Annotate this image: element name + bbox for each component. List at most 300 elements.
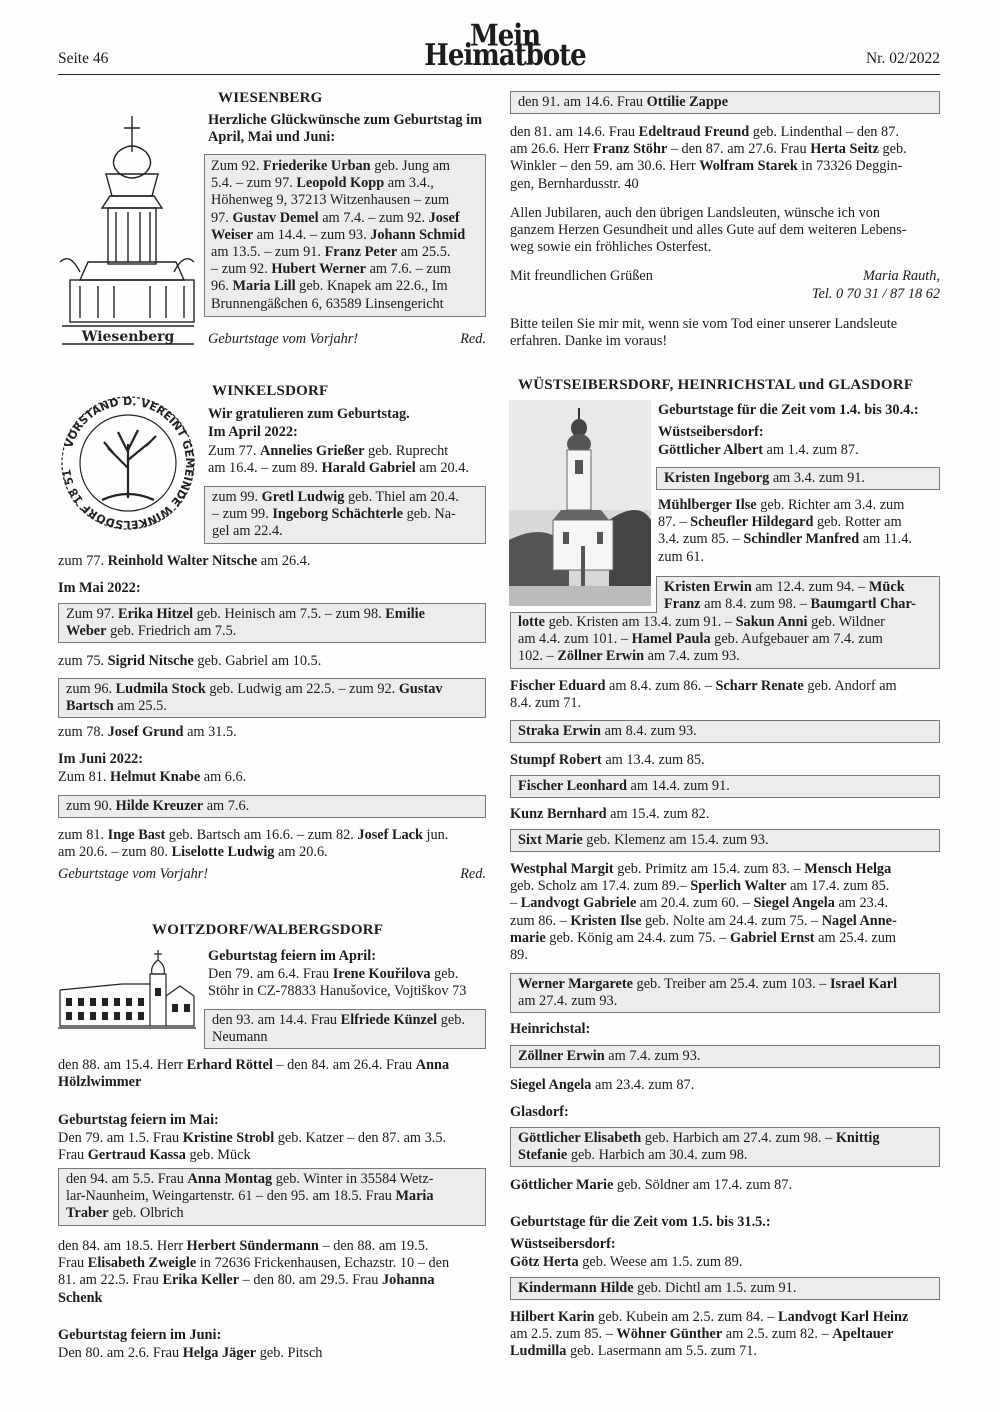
text-run: gel am 22.4. xyxy=(212,523,283,540)
text-run: zum 90. xyxy=(66,798,116,814)
name-text: Weber xyxy=(66,623,107,640)
wuest-place4: Wüstseibersdorf: xyxy=(510,1236,616,1252)
text-run: Frau xyxy=(58,1147,88,1164)
winkelsdorf-june-heading: Im Juni 2022: xyxy=(58,751,143,767)
text-line xyxy=(518,778,932,795)
signer-tel: Tel. 0 70 31 / 87 18 62 xyxy=(811,286,940,302)
name-text: Traber xyxy=(66,1205,109,1222)
text-run: – den 87. am 27.6. Frau xyxy=(667,141,811,158)
text-line xyxy=(58,769,246,786)
name-text: Johann Schmid xyxy=(370,226,466,243)
name-text: Mühlberger Ilse xyxy=(658,497,757,513)
name-text: Gertraud Kassa xyxy=(87,1147,186,1164)
name-text: Josef Lack xyxy=(357,827,423,843)
text-run: am 7.6. – zum xyxy=(366,261,451,278)
text-line xyxy=(510,158,907,175)
text-line xyxy=(66,681,478,698)
name-text: Nagel Anne- xyxy=(821,912,897,929)
text-run: geb. Katzer – den 87. am 3.5. xyxy=(274,1130,447,1146)
winkelsdorf-intro2: Im April 2022: xyxy=(208,424,298,440)
text-line xyxy=(518,832,932,849)
text-run: geb. xyxy=(878,141,907,158)
text-line xyxy=(510,333,897,350)
name-text: Gabriel Ernst xyxy=(729,929,815,946)
name-text: Annelies Grießer xyxy=(260,443,365,459)
text-line xyxy=(211,227,479,244)
text-line xyxy=(66,1188,478,1205)
name-text: Helga Jäger xyxy=(182,1345,257,1361)
wuest-box3 xyxy=(510,720,940,743)
name-text: Liselotte Ludwig xyxy=(171,844,275,861)
name-text: Westphal Margit xyxy=(510,861,614,877)
name-text: Helmut Knabe xyxy=(110,769,201,785)
text-line xyxy=(510,124,907,141)
text-run: geb. Treiber am 25.4. zum 103. – xyxy=(632,976,830,992)
wuest-box9 xyxy=(510,1277,940,1300)
wuest-line7 xyxy=(510,1077,694,1094)
text-run: geb. Harbich am 30.4. zum 98. xyxy=(567,1147,748,1164)
text-run: am 26.6. Herr xyxy=(510,141,593,158)
name-text: Hubert Werner xyxy=(271,261,366,278)
wiesenberg-box xyxy=(204,154,486,317)
text-line xyxy=(66,698,478,715)
right-para2 xyxy=(510,205,907,257)
text-run: geb. Nolte am 24.4. zum 75. – xyxy=(641,912,822,929)
name-text: Kunz Bernhard xyxy=(510,806,607,822)
name-text: Gustav xyxy=(398,681,443,697)
text-line xyxy=(518,648,932,665)
name-text: Harald Gabriel xyxy=(321,460,416,477)
text-run: geb. Aufgebauer am 7.4. zum xyxy=(710,631,883,648)
text-run: geb. Pitsch xyxy=(256,1345,323,1361)
text-run: Allen Jubilaren, auch den übrigen Landsleuten, wünsche ich von xyxy=(510,205,881,221)
text-run: am 7.6. xyxy=(203,798,250,814)
wiesenberg-footer-note: Geburtstage vom Vorjahr! xyxy=(208,331,359,347)
name-text: Josef Grund xyxy=(107,724,184,740)
text-run: geb. Klemenz am 15.4. zum 93. xyxy=(582,832,769,848)
name-text: Hilbert Karin xyxy=(510,1309,595,1325)
name-text: Maria xyxy=(395,1188,434,1205)
text-run: 87. – xyxy=(658,514,691,531)
text-run: 5.4. – zum 97. xyxy=(211,175,297,192)
right-para3 xyxy=(510,316,897,350)
text-run: ganzem Herzen Gesundheit und alles Gute auf dem weiteren Lebens- xyxy=(510,222,907,239)
text-run: am 7.4. zum 93. xyxy=(604,1048,701,1064)
wuest-box7 xyxy=(510,1045,940,1068)
text-run: zum 78. xyxy=(58,724,108,740)
text-run: am 25.5. xyxy=(113,698,167,715)
text-run: geb. Richter am 3.4. zum xyxy=(756,497,905,513)
name-text: Wolfram Starek xyxy=(699,158,798,175)
text-line xyxy=(212,506,478,523)
text-line xyxy=(208,983,466,1000)
text-run: am 13.4. zum 85. xyxy=(601,752,705,768)
text-line xyxy=(211,210,479,227)
text-run: am 2.5. zum 85. – xyxy=(510,1326,617,1343)
text-line xyxy=(518,614,932,631)
text-line xyxy=(510,205,907,222)
text-run: – zum 92. xyxy=(211,261,272,278)
text-run: am 14.4. – zum 93. xyxy=(253,226,371,243)
text-run: geb. Kubein am 2.5. zum 84. – xyxy=(594,1309,779,1325)
text-line xyxy=(58,1074,449,1091)
text-line xyxy=(211,244,479,261)
text-line xyxy=(510,695,897,712)
name-text: Landvogt Gabriele xyxy=(520,895,637,912)
text-run: geb. xyxy=(437,1012,465,1028)
text-run: am 12.4. zum 94. – xyxy=(751,579,869,595)
name-text: Israel Karl xyxy=(829,976,898,992)
name-text: Stumpf Robert xyxy=(510,752,602,768)
name-text: Elisabeth Zweigle xyxy=(87,1255,197,1272)
text-line xyxy=(510,930,897,947)
text-run: am 27.4. zum 93. xyxy=(518,993,618,1010)
text-run: 89. xyxy=(510,947,528,964)
issue-number: Nr. 02/2022 xyxy=(865,50,940,67)
name-text: Kristen Ilse xyxy=(570,912,642,929)
text-run: – den 88. am 19.5. xyxy=(318,1238,429,1254)
text-run: geb. Rotter am xyxy=(813,514,902,531)
name-text: Ingeborg Schächterle xyxy=(272,506,403,523)
text-line xyxy=(58,553,310,570)
woitzdorf-may-line2 xyxy=(58,1238,449,1307)
text-run: 8.4. zum 71. xyxy=(510,695,582,712)
woitzdorf-may-heading: Geburtstag feiern im Mai: xyxy=(58,1112,219,1128)
woitzdorf-april-line2 xyxy=(58,1057,449,1091)
heading-woitzdorf: WOITZDORF/WALBERGSDORF xyxy=(152,922,384,938)
winkelsdorf-may-line xyxy=(58,653,321,670)
woitzdorf-box-april xyxy=(204,1009,486,1049)
winkelsdorf-footer-sign: Red. xyxy=(460,866,486,882)
text-line xyxy=(212,489,478,506)
text-line xyxy=(664,470,932,487)
text-run: am 3.4. zum 91. xyxy=(769,470,865,486)
text-run: zum 77. xyxy=(58,553,108,569)
text-run: Zum 81. xyxy=(58,769,111,785)
text-line xyxy=(58,1255,449,1272)
text-line xyxy=(66,623,478,640)
text-line xyxy=(58,1238,449,1255)
text-line xyxy=(510,1309,908,1326)
wuest-period2: Geburtstage für die Zeit vom 1.5. bis 31.5.: xyxy=(510,1214,771,1230)
text-run: 97. xyxy=(211,209,233,226)
text-run: 102. – xyxy=(518,648,558,665)
winkelsdorf-box-april xyxy=(204,486,486,544)
name-text: Irene Kouřilova xyxy=(332,966,431,982)
text-run: den 84. am 18.5. Herr xyxy=(58,1238,187,1254)
text-run: zum 96. xyxy=(66,681,116,697)
heading-winkelsdorf: WINKELSDORF xyxy=(212,383,329,399)
name-text: Leopold Kopp xyxy=(296,175,385,192)
woitzdorf-june-line xyxy=(58,1345,322,1362)
text-run: am 25.5. xyxy=(397,244,451,261)
name-text: Weiser xyxy=(211,226,254,243)
woitzdorf-april-lines xyxy=(208,966,466,1000)
heading-wuestseibersdorf: WÜSTSEIBERSDORF, HEINRICHSTAL und GLASDORF xyxy=(518,377,914,393)
text-line xyxy=(58,1290,449,1307)
name-text: Zöllner Erwin xyxy=(518,1048,605,1064)
name-text: Göttlicher Albert xyxy=(658,442,763,458)
wuest-line4 xyxy=(510,752,705,769)
name-text: Edeltraud Freund xyxy=(638,124,750,140)
winkelsdorf-may-line2 xyxy=(58,724,237,741)
text-run: geb. xyxy=(430,966,459,982)
name-text: Friederike Urban xyxy=(263,158,371,174)
wiesenberg-fountain-illustration xyxy=(58,112,196,348)
text-line xyxy=(58,653,321,670)
name-text: Anna xyxy=(415,1057,450,1073)
heading-wiesenberg: WIESENBERG xyxy=(218,90,323,106)
text-run: geb. Kristen am 13.4. zum 91. – xyxy=(545,614,736,630)
name-text: Erika Keller xyxy=(162,1272,240,1289)
name-text: Hamel Paula xyxy=(631,631,711,648)
name-text: Werner Margarete xyxy=(518,976,633,992)
text-line xyxy=(510,239,907,256)
text-line xyxy=(510,947,897,964)
text-run: Bitte teilen Sie mir mit, wenn sie vom Tod einer unserer Landsleute xyxy=(510,316,898,332)
text-line xyxy=(212,1012,478,1029)
text-run: am 6.6. xyxy=(200,769,247,785)
text-line xyxy=(658,442,859,459)
name-text: Kristen Ingeborg xyxy=(664,470,770,486)
text-run: geb. Harbich am 27.4. zum 98. – xyxy=(641,1130,836,1146)
winkelsdorf-box-june xyxy=(58,795,486,818)
name-text: Fischer Eduard xyxy=(510,678,606,694)
name-text: Anna Montag xyxy=(187,1171,273,1187)
name-text: Schenk xyxy=(58,1289,103,1306)
text-run: Winkler – den 59. am 30.6. Herr xyxy=(510,158,700,175)
text-run: am 14.4. zum 91. xyxy=(626,778,730,794)
text-run: lar-Naunheim, Weingartenstr. 61 – den 95. am 18.5. Frau xyxy=(66,1188,396,1205)
text-run: am 8.4. zum 93. xyxy=(601,723,697,739)
woitzdorf-june-heading: Geburtstag feiern im Juni: xyxy=(58,1327,222,1343)
name-text: Mück xyxy=(868,579,905,595)
masthead-logo: Mein Heimatbote xyxy=(424,18,586,74)
wuest-period1: Geburtstage für die Zeit vom 1.4. bis 30.4.: xyxy=(658,402,919,418)
text-run: zum 81. xyxy=(58,827,108,843)
text-line xyxy=(510,878,897,895)
text-line xyxy=(510,141,907,158)
text-run: weg sowie ein fröhliches Osterfest. xyxy=(510,239,712,256)
text-line xyxy=(211,261,479,278)
wuest-box8 xyxy=(510,1127,940,1167)
text-line xyxy=(658,514,912,531)
text-line xyxy=(66,606,478,623)
name-text: lotte xyxy=(518,614,545,630)
text-line xyxy=(664,596,932,613)
text-line xyxy=(510,678,897,695)
name-text: Gustav Demel xyxy=(232,209,319,226)
text-line xyxy=(510,861,897,878)
right-greeting xyxy=(510,268,940,285)
wuest-box2b xyxy=(510,612,940,669)
winkelsdorf-june-line xyxy=(58,769,246,786)
name-text: Apeltauer xyxy=(832,1326,894,1343)
name-text: Franz Stöhr xyxy=(592,141,668,158)
text-line xyxy=(208,460,469,477)
name-text: Herta Seitz xyxy=(810,141,879,158)
name-text: Siegel Angela xyxy=(753,895,835,912)
wuest-line3 xyxy=(510,678,897,712)
wuest-line6 xyxy=(510,861,897,964)
name-text: Bartsch xyxy=(66,698,114,715)
woitzdorf-village-illustration xyxy=(58,948,198,1030)
name-text: Göttlicher Elisabeth xyxy=(518,1130,642,1146)
text-run: geb. Wildner xyxy=(807,614,885,630)
text-run: geb. Lasermann am 5.5. zum 71. xyxy=(566,1343,757,1360)
text-run: geb. Scholz am 17.4. zum 89.– xyxy=(510,878,691,895)
text-run: erfahren. Danke im voraus! xyxy=(510,333,668,350)
text-run: geb. Winter in 35584 Wetz- xyxy=(272,1171,434,1187)
name-text: Straka Erwin xyxy=(518,723,602,739)
text-run: geb. Heinisch am 7.5. – zum 98. xyxy=(193,606,386,622)
text-run: Den 79. am 6.4. Frau xyxy=(208,966,333,982)
text-run: den 88. am 15.4. Herr xyxy=(58,1057,187,1073)
text-line xyxy=(211,278,479,295)
woitzdorf-box-may xyxy=(58,1168,486,1226)
text-line xyxy=(510,913,897,930)
text-line xyxy=(58,1057,449,1074)
right-box-zappe xyxy=(510,91,940,114)
name-text: Sixt Marie xyxy=(518,832,583,848)
text-run: am 13.5. – zum 91. xyxy=(211,244,325,261)
text-line xyxy=(658,531,912,548)
text-line xyxy=(510,1177,792,1194)
text-run: am 1.4. zum 87. xyxy=(762,442,859,458)
text-line xyxy=(211,175,479,192)
text-line xyxy=(58,844,448,861)
text-line xyxy=(208,966,466,983)
name-text: Siegel Angela xyxy=(510,1077,592,1093)
text-run: geb. Dichtl am 1.5. zum 91. xyxy=(633,1280,797,1296)
text-run: geb. Friedrich am 7.5. xyxy=(106,623,237,640)
text-line xyxy=(510,895,897,912)
text-line xyxy=(658,549,912,566)
wuest-box5 xyxy=(510,829,940,852)
text-run: am 7.4. – zum 92. xyxy=(318,209,429,226)
text-line xyxy=(58,1272,449,1289)
text-line xyxy=(211,296,479,313)
text-line xyxy=(518,94,932,111)
woitzdorf-may-line xyxy=(58,1130,446,1164)
winkelsdorf-footer xyxy=(58,866,486,883)
text-line xyxy=(212,1029,478,1046)
text-run: am 15.4. zum 82. xyxy=(606,806,710,822)
name-text: Scheufler Hildegard xyxy=(690,514,814,531)
church-photo xyxy=(509,400,651,606)
name-text: Josef xyxy=(428,209,460,226)
text-run: gen, Bernhardusstr. 40 xyxy=(510,175,639,192)
text-run: am 11.4. xyxy=(859,531,912,548)
text-run: geb. Ludwig am 22.5. – zum 92. xyxy=(205,681,399,697)
text-line xyxy=(58,1345,322,1362)
text-run: zum 86. – xyxy=(510,912,571,929)
text-run: 96. xyxy=(211,278,233,295)
text-run: am 8.4. zum 86. – xyxy=(605,678,716,694)
name-text: Kindermann Hilde xyxy=(518,1280,634,1296)
wuest-place1: Wüstseibersdorf: xyxy=(658,424,764,440)
wiesenberg-footer-sign: Red. xyxy=(460,331,486,347)
text-line xyxy=(664,579,932,596)
text-line xyxy=(518,1147,932,1164)
name-text: Ludmilla xyxy=(510,1343,567,1360)
text-line xyxy=(518,723,932,740)
text-run: geb. Mück xyxy=(185,1147,251,1164)
name-text: Ottilie Zappe xyxy=(646,94,729,110)
name-text: Knittig xyxy=(835,1130,880,1146)
name-text: Reinhold Walter Nitsche xyxy=(107,553,258,569)
name-text: Baumgartl Char- xyxy=(810,596,917,613)
text-run: in 72636 Frickenhausen, Echazstr. 10 – den xyxy=(196,1255,450,1272)
text-run: Höhenweg 9, 37213 Witzenhausen – zum xyxy=(211,192,450,209)
name-text: Erhard Röttel xyxy=(186,1057,273,1073)
wuest-line1 xyxy=(658,442,859,459)
text-run: Brunnengäßchen 6, 63589 Linsengericht xyxy=(211,295,444,312)
wiesenberg-intro: Herzliche Glückwünsche zum Geburtstag im April, Mai und Juni: xyxy=(208,112,483,145)
header-rule xyxy=(58,74,940,75)
winkelsdorf-june-line2 xyxy=(58,827,448,861)
text-run: – den 80. am 29.5. Frau xyxy=(239,1272,383,1289)
text-line xyxy=(58,1147,446,1164)
name-text: Schindler Manfred xyxy=(743,531,860,548)
text-line xyxy=(66,1205,478,1222)
text-line xyxy=(211,158,479,175)
text-run: am 20.6. – zum 80. xyxy=(58,844,172,861)
text-run: den 91. am 14.6. Frau xyxy=(518,94,647,110)
text-line xyxy=(211,192,479,209)
text-run: Zum 97. xyxy=(66,606,119,622)
wuest-box2a xyxy=(656,576,940,615)
wuest-line8 xyxy=(510,1177,792,1194)
wuest-box6 xyxy=(510,973,940,1013)
text-run: – den 84. am 26.4. Frau xyxy=(272,1057,416,1073)
name-text: Franz xyxy=(664,596,701,613)
text-line xyxy=(510,176,907,193)
text-line xyxy=(58,1130,446,1147)
text-run: geb. Lindenthal – den 87. xyxy=(749,124,899,140)
name-text: Herbert Sündermann xyxy=(186,1238,319,1254)
text-line xyxy=(66,798,478,815)
text-run: am 31.5. xyxy=(183,724,237,740)
woitzdorf-april-heading: Geburtstag feiern im April: xyxy=(208,948,376,964)
name-text: Sakun Anni xyxy=(735,614,808,630)
name-text: Sperlich Walter xyxy=(690,878,787,895)
text-run: geb. Ruprecht xyxy=(364,443,449,459)
text-run: – zum 99. xyxy=(212,506,273,523)
text-run: am 20.4. zum 60. – xyxy=(636,895,754,912)
text-run: geb. Na- xyxy=(403,506,456,523)
name-text: Elfriede Künzel xyxy=(340,1012,438,1028)
name-text: Franz Peter xyxy=(324,244,398,261)
text-run: am 20.4. xyxy=(415,460,469,477)
text-run: geb. Thiel am 20.4. xyxy=(344,489,459,505)
wiesenberg-footer xyxy=(208,331,486,348)
text-run: geb. Knapek am 22.6., Im xyxy=(295,278,448,295)
box-divider xyxy=(510,612,657,613)
text-run: am 23.4. xyxy=(834,895,889,912)
text-run: am 16.4. – zum 89. xyxy=(208,460,322,477)
text-run: Stöhr in CZ-78833 Hanušovice, Vojtiškov 73 xyxy=(208,983,467,1000)
text-run: am 2.5. zum 82. – xyxy=(722,1326,833,1343)
text-line xyxy=(510,752,705,769)
text-run: geb. Bartsch am 16.6. – zum 82. xyxy=(165,827,358,843)
name-text: Mensch Helga xyxy=(804,861,892,877)
wuest-line5 xyxy=(510,806,709,823)
text-run: geb. Andorf am xyxy=(803,678,897,694)
wuest-box1 xyxy=(656,467,940,490)
text-run: Zum 77. xyxy=(208,443,261,459)
text-run: den 94. am 5.5. Frau xyxy=(66,1171,188,1187)
